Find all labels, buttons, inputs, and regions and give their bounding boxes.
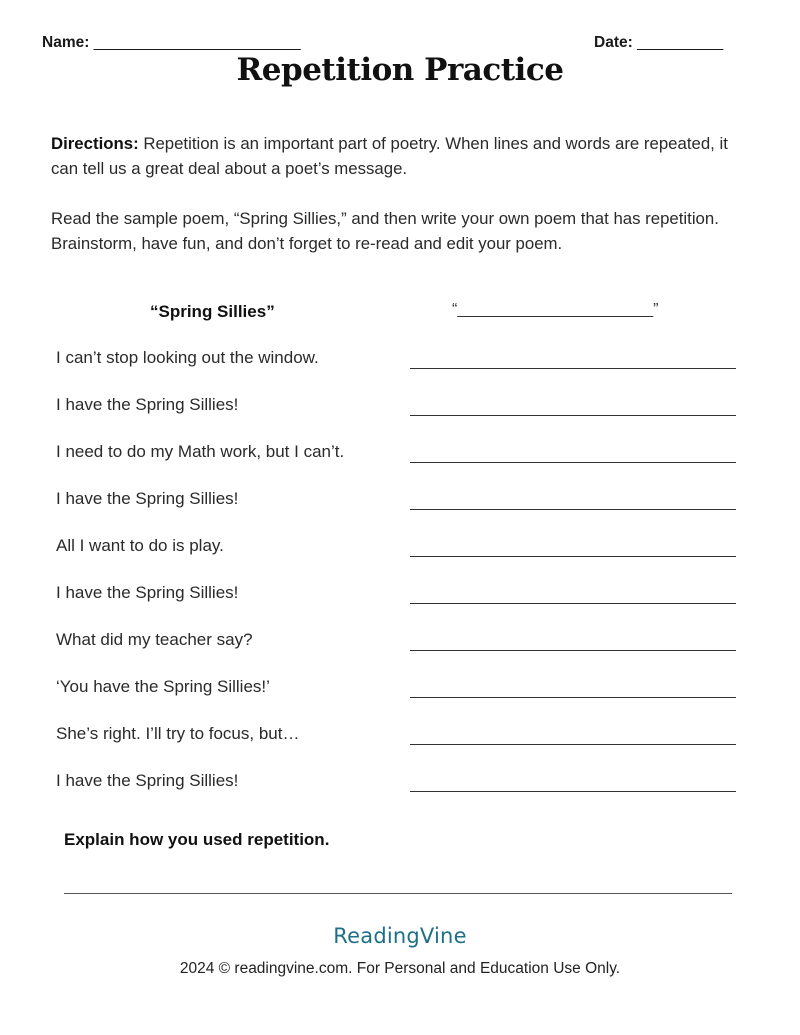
directions-paragraph — [51, 131, 751, 181]
write-line[interactable] — [410, 509, 736, 510]
poem-line: I have the Spring Sillies! — [56, 395, 239, 414]
explain-prompt: Explain how you used repetition. — [64, 830, 330, 849]
write-line[interactable] — [410, 556, 736, 557]
write-line[interactable] — [410, 791, 736, 792]
poem-line: I have the Spring Sillies! — [56, 489, 239, 508]
poem-line: ‘You have the Spring Sillies!’ — [56, 677, 270, 696]
date-label: Date: — [594, 34, 633, 51]
write-line[interactable] — [410, 368, 736, 369]
write-line[interactable] — [410, 744, 736, 745]
explain-answer-line[interactable] — [64, 893, 732, 894]
own-poem-title-blank[interactable]: “______________________” — [452, 301, 659, 318]
name-line[interactable]: ________________________ — [93, 34, 301, 51]
write-line[interactable] — [410, 462, 736, 463]
write-line[interactable] — [410, 697, 736, 698]
copyright-footer: 2024 © readingvine.com. For Personal and Education Use Only. — [179, 960, 621, 977]
poem-line: All I want to do is play. — [56, 536, 224, 555]
directions-label: Directions: — [51, 134, 139, 153]
poem-line: I have the Spring Sillies! — [56, 771, 239, 790]
poem-line: I need to do my Math work, but I can’t. — [56, 442, 345, 461]
readingvine-logo: ReadingVine — [333, 924, 467, 948]
instructions-paragraph: Read the sample poem, “Spring Sillies,” and then write your own poem that has repetition. Brainstorm, have fun, and don’t forget to re-read and edit your poem. — [51, 209, 719, 253]
name-field[interactable] — [42, 34, 301, 52]
page-title: Repetition Practice — [236, 52, 564, 88]
directions-text: Repetition is an important part of poetry. When lines and words are repeated, it can tell us a great deal about a poet’s message. — [51, 134, 728, 178]
write-line[interactable] — [410, 650, 736, 651]
date-field[interactable] — [594, 34, 723, 52]
poem-line: What did my teacher say? — [56, 630, 253, 649]
poem-line: She’s right. I’ll try to focus, but… — [56, 724, 300, 743]
poem-line: I can’t stop looking out the window. — [56, 348, 319, 367]
write-line[interactable] — [410, 603, 736, 604]
write-line[interactable] — [410, 415, 736, 416]
date-line[interactable]: __________ — [637, 34, 724, 51]
poem-line: I have the Spring Sillies! — [56, 583, 239, 602]
name-label: Name: — [42, 34, 90, 51]
sample-poem-title: “Spring Sillies” — [150, 302, 275, 321]
